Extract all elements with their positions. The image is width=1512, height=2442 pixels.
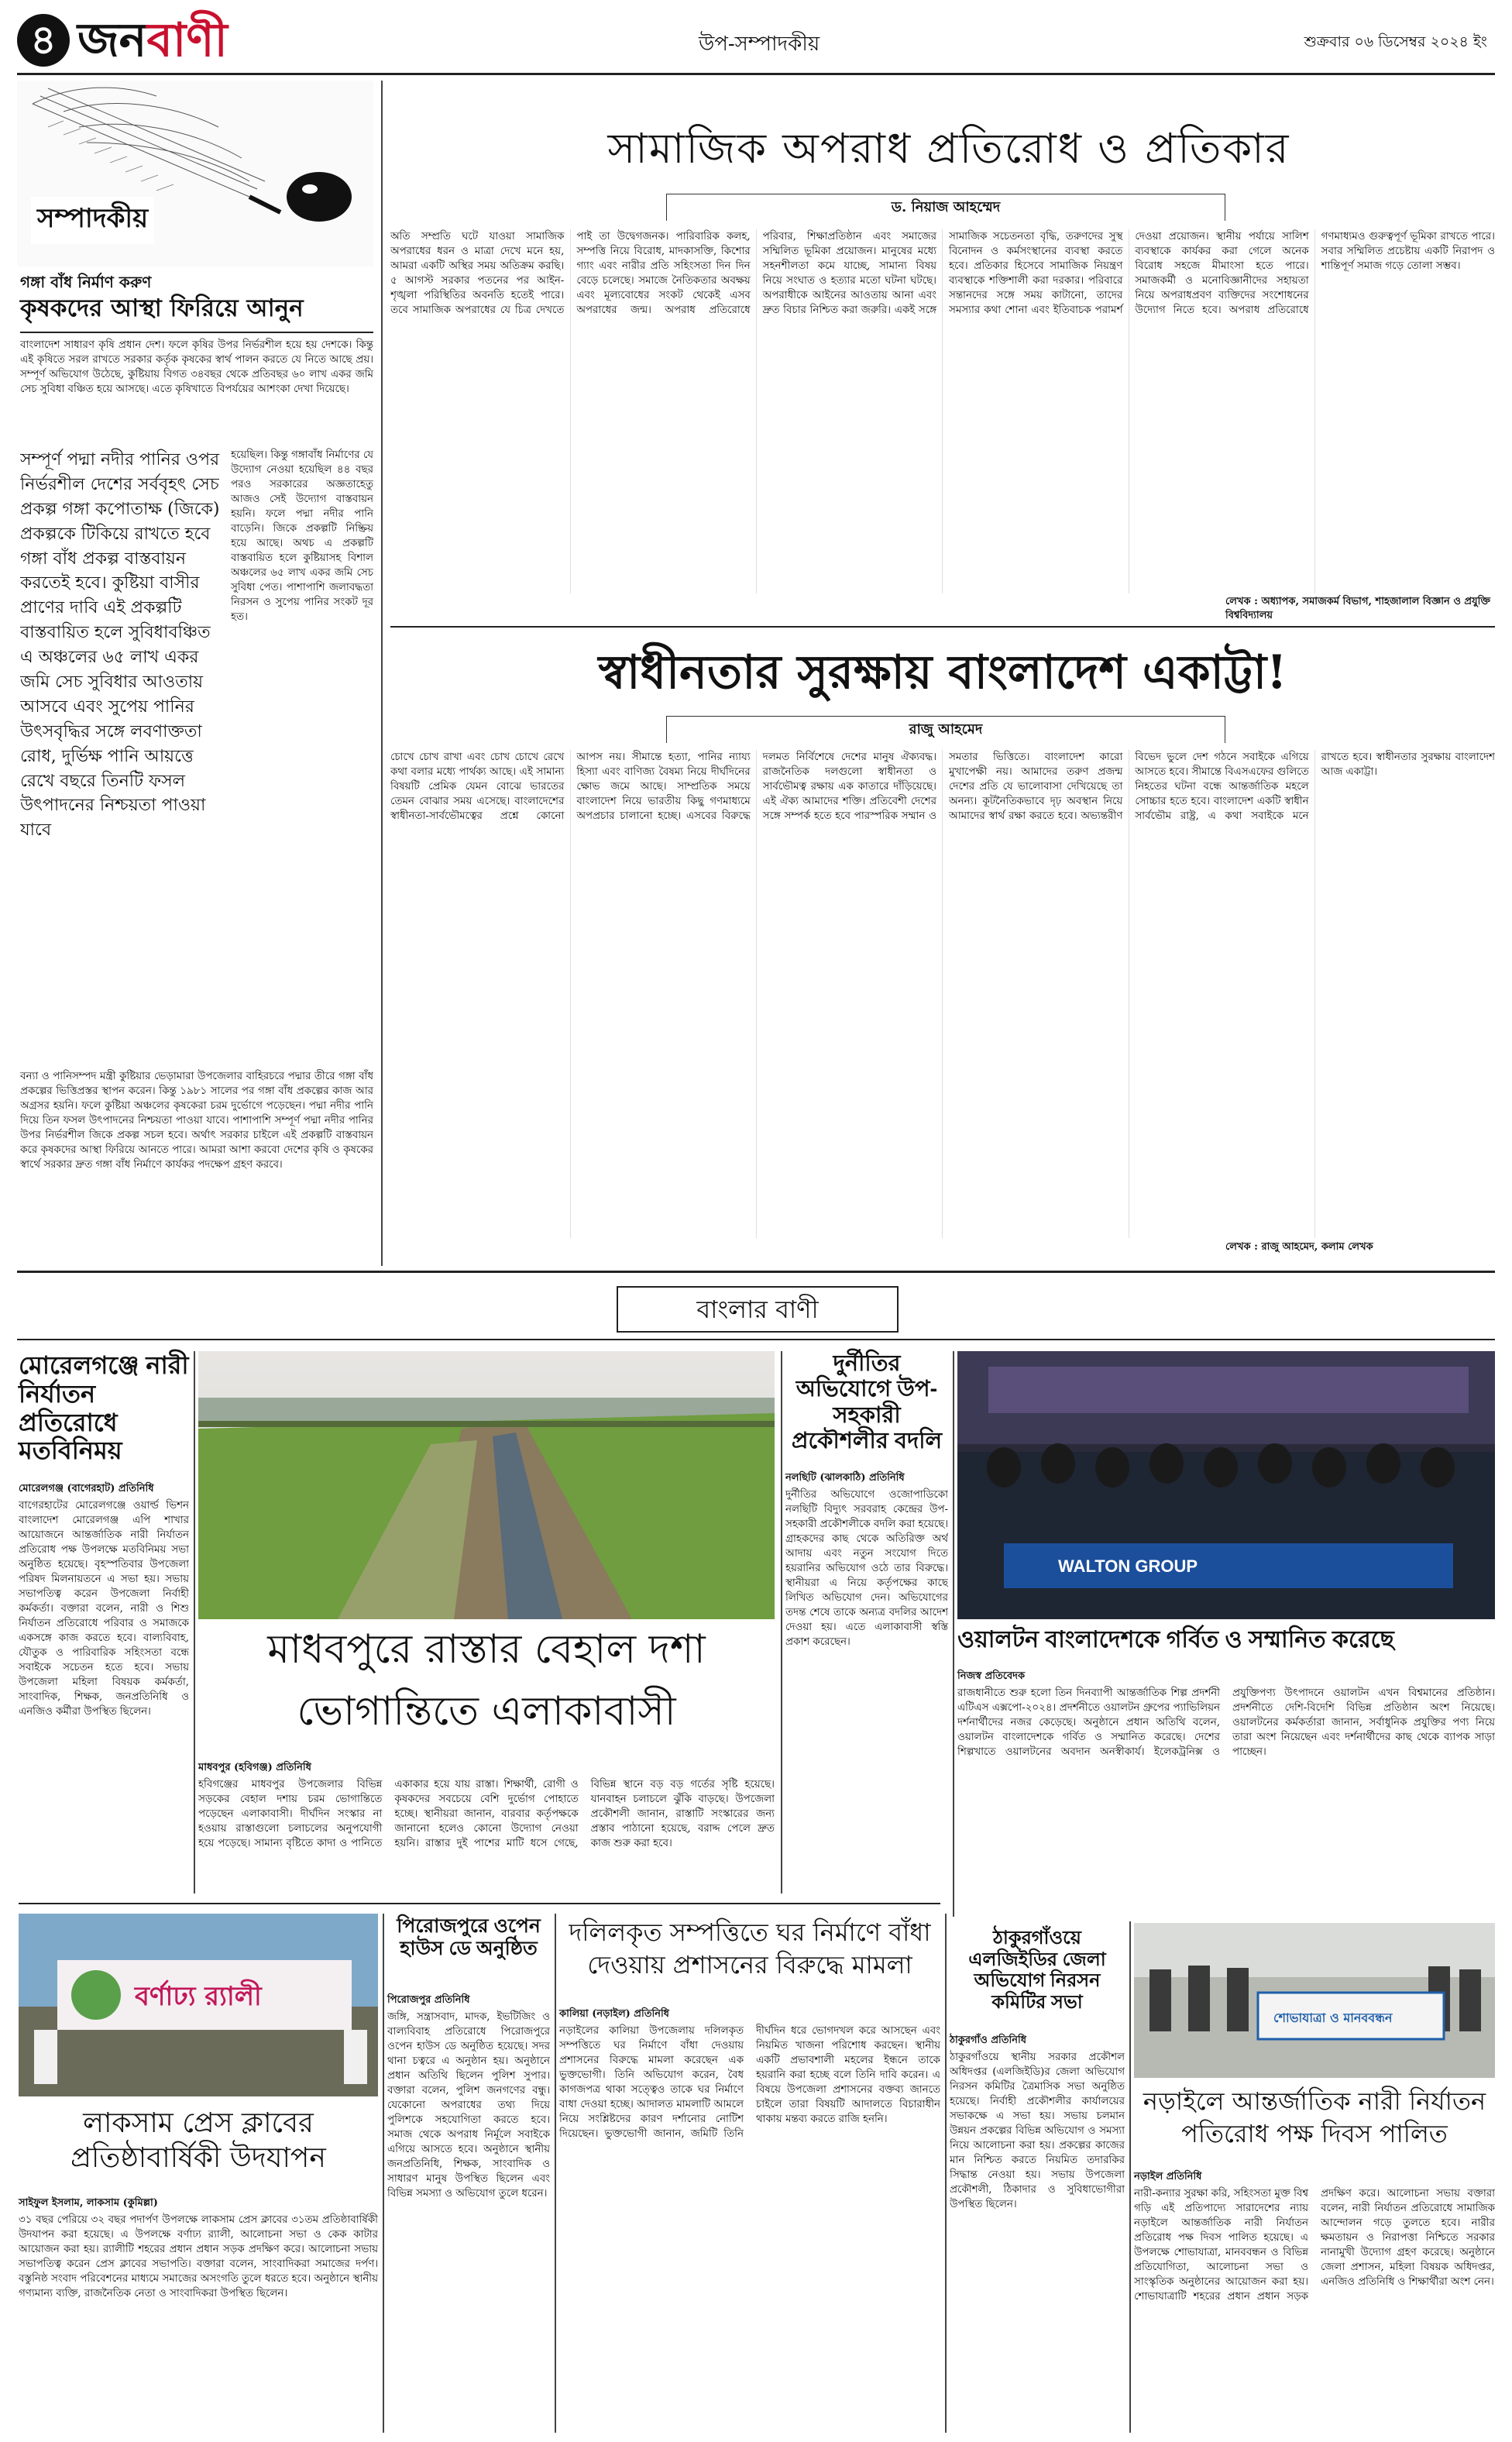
madhabpur-body: হবিগঞ্জের মাধবপুর উপজেলার বিভিন্ন সড়কের বেহাল দশায় চরম ভোগান্তিতে পড়েছেন এলাকাবাসী। দীর্ঘদিন সংস্কার না হওয়ায় রাস্তাগুলো চলাচলের অনুপযোগী হয়ে পড়েছে। সামান্য বৃষ্টিতে কাদা ও পানিতে একাকার হয়ে যায় রাস্তা। শিক্ষার্থী, রোগী ও কৃষকদের সবচেয়ে বেশি দুর্ভোগ পোহাতে হচ্ছে। স্থানীয়রা জানান, বারবার কর্তৃপক্ষকে জানানো হলেও কোনো উদ্যোগ নেওয়া হয়নি। রাস্তার দুই পাশের মাটি ধসে গেছে, বিভিন্ন স্থানে বড় বড় গর্তের সৃষ্টি হয়েছে। যানবাহন চলাচলে ঝুঁকি বাড়ছে। উপজেলা প্রকৌশলী জানান, রাস্তাটি সংস্কারের জন্য প্রস্তাব পাঠানো হয়েছে, বরাদ্দ পেলে দ্রুত কাজ শুরু করা হবে।: [198, 1779, 775, 1850]
news-divider-5: [555, 1914, 556, 2433]
editorial-right-column: হয়েছিল। কিন্তু গঙ্গাবাঁধ নির্মাণের যে উদ্যোগ নেওয়া হয়েছিল ৪৪ বছর পরও সরকারের অজ্ঞতাহেতু আজও সেই উদ্যোগ বাস্তবায়ন হয়নি। ফলে পদ্মা নদীর পানি বাড়েনি। জিকে প্রকল্পটি নিষ্ক্রিয় হয়ে আছে। অথচ এ প্রকল্পটি বাস্তবায়িত হলে কুষ্টিয়াসহ বিশাল অঞ্চলের ৬৫ লাখ একর জমি সেচ সুবিধা পেত। পাশাপাশি জলাবদ্ধতা নিরসন ও সুপেয় পানির সংকট দূর হত।: [231, 449, 373, 624]
article1-title: সামাজিক অপরাধ প্রতিরোধ ও প্রতিকার: [607, 124, 1290, 173]
editorial-title: কৃষকদের আস্থা ফিরিয়ে আনুন: [20, 294, 304, 322]
article2-byline: রাজু আহমেদ: [909, 721, 983, 738]
thakurgaon-title: ঠাকুরগাঁওয়ে এলজিইডির জেলা অভিযোগ নিরসন কমিটির সভা: [968, 1928, 1106, 2013]
editorial-lead: বাংলাদেশ সাধারণ কৃষি প্রধান দেশ। ফলে কৃষির উপর নির্ভরশীল হয়ে হয় দেশকে। কিন্তু এই কৃষিতে সরল রাখতে সরকার কর্তৃক কৃষকের স্বার্থ পালন করতে যে নিতে আছে প্রয়। সম্পূর্ণ অভিযোগ উঠেছে, কুষ্টিয়ায় বিগত ৩৪বছর থেকে প্রতিবছর ৬০ লাখ একর জমি সেচ সুবিধা বঞ্চিত হয়ে আসছে। এতে কৃষিখাতে বিপর্যয়ের আশংকা দেখা দিয়েছে।: [20, 339, 373, 396]
laksam-byline: সাইফুল ইসলাম, লাকসাম (কুমিল্লা): [19, 2197, 158, 2209]
editorial-title-rule: [20, 332, 373, 333]
section-band-label: বাংলার বাণী: [696, 1295, 819, 1324]
editorial-body: বন্যা ও পানিসম্পদ মন্ত্রী কুষ্টিয়ার ভেড়ামারা উপজেলার বাহিরচরে পদ্মার তীরে গঙ্গা বাঁধ প্রকল্পের ভিত্তিপ্রস্তর স্থাপন করেন। কিন্তু ১৯৮১ সালের পর গঙ্গা বাঁধ প্রকল্পের কাজ আর অগ্রসর হয়নি। ফলে কুষ্টিয়া অঞ্চলের কৃষকেরা চরম দুর্ভোগে পড়েছেন। পদ্মা নদীর পানি দিয়ে তিন ফসল উৎপাদনের নিশ্চয়তা পাওয়া যাবে। পাশাপাশি সম্পূর্ণ পদ্মা নদীর পানির উপর নির্ভরশীল জিকে প্রকল্প সচল হবে। অর্থাৎ সরকার চাইলে এই প্রকল্পটি বাস্তবায়ন করে কৃষকদের আস্থা ফিরিয়ে আনতে পারে। আমরা আশা করবো দেশের কৃষি ও কৃষকের স্বার্থে সরকার দ্রুত গঙ্গা বাঁধ নির্মাণে কার্যকর পদক্ষেপ গ্রহণ করবে।: [20, 1071, 373, 1171]
kalia-body: নড়াইলের কালিয়া উপজেলায় দলিলকৃত সম্পত্তিতে ঘর নির্মাণে বাঁধা দেওয়ায় প্রশাসনের বিরুদ্ধে মামলা করেছেন এক ভুক্তভোগী। তিনি অভিযোগ করেন, বৈধ কাগজপত্র থাকা সত্ত্বেও তাকে ঘর নির্মাণে বাধা দেওয়া হচ্ছে। আদালত মামলাটি আমলে নিয়ে সংশ্লিষ্টদের কারণ দর্শানোর নোটিশ দিয়েছেন। ভুক্তভোগী জানান, জমিটি তিনি দীর্ঘদিন ধরে ভোগদখল করে আসছেন এবং নিয়মিত খাজনা পরিশোধ করছেন। স্থানীয় একটি প্রভাবশালী মহলের ইন্ধনে তাকে হয়রানি করা হচ্ছে বলে তিনি দাবি করেন। এ বিষয়ে উপজেলা প্রশাসনের বক্তব্য জানতে চাইলে তারা বিষয়টি আদালতে বিচারাধীন থাকায় মন্তব্য করতে রাজি হননি।: [559, 2025, 940, 2141]
news-row2-rule: [19, 1903, 940, 1904]
kalia-byline: কালিয়া (নড়াইল) প্রতিনিধি: [559, 2008, 669, 2020]
pirojpur-byline: পিরোজপুর প্রতিনিধি: [387, 1994, 470, 2006]
news-divider-2: [781, 1351, 782, 1893]
editorial-label: সম্পাদকীয়: [31, 197, 154, 244]
page-number: ৪: [30, 17, 57, 64]
narail-byline: নড়াইল প্রতিনিধি: [1134, 2171, 1202, 2182]
section-band-top-rule: [17, 1271, 1495, 1273]
news-divider-6: [945, 1914, 947, 2433]
news-divider-3: [953, 1351, 954, 1917]
editorial-quote: [20, 448, 222, 1083]
walton-title: ওয়ালটন বাংলাদেশকে গর্বিত ও সম্মানিত করেছে: [957, 1627, 1394, 1653]
section-band-box: [617, 1286, 899, 1333]
article2-title: স্বাধীনতার সুরক্ষায় বাংলাদেশ একাট্টা!: [598, 645, 1287, 700]
thakurgaon-body: ঠাকুরগাঁওয়ে স্থানীয় সরকার প্রকৌশল অধিদপ্তর (এলজিইডি)র জেলা অভিযোগ নিরসন কমিটির ত্রৈমাসিক সভা অনুষ্ঠিত হয়েছে। নির্বাহী প্রকৌশলীর কার্যালয়ের সভাকক্ষে এ সভা হয়। সভায় চলমান উন্নয়ন প্রকল্পের বিভিন্ন অভিযোগ ও সমস্যা নিয়ে আলোচনা করা হয়। প্রকল্পের কাজের মান নিশ্চিত করতে নিয়মিত তদারকির সিদ্ধান্ত নেওয়া হয়। সভায় উপজেলা প্রকৌশলী, ঠিকাদার ও সুবিধাভোগীরা উপস্থিত ছিলেন।: [950, 2052, 1125, 2211]
thakurgaon-byline: ঠাকুরগাঁও প্রতিনিধি: [950, 2034, 1027, 2046]
editorial-illustration: [17, 81, 373, 267]
walton-body: রাজধানীতে শুরু হলো তিন দিনব্যাপী আন্তর্জাতিক শিল্প প্রদর্শনী এটিএস এক্সপো-২০২৪। প্রদর্শনীতে ওয়ালটন গ্রুপের প্যাভিলিয়ন দর্শনার্থীদের নজর কেড়েছে। অনুষ্ঠানে প্রধান অতিথি বলেন, ওয়ালটন বাংলাদেশকে গর্বিত ও সম্মানিত করেছে। দেশের শিল্পখাতে ওয়ালটনের অবদান অনস্বীকার্য। ইলেকট্রনিক্স ও প্রযুক্তিপণ্য উৎপাদনে ওয়ালটন এখন বিশ্বমানের প্রতিষ্ঠান। প্রদর্শনীতে দেশি-বিদেশি বিভিন্ন প্রতিষ্ঠান অংশ নিয়েছে। ওয়ালটনের কর্মকর্তারা জানান, সর্বাধুনিক প্রযুক্তির পণ্য নিয়ে তারা অংশ নিয়েছেন এবং দর্শনার্থীদের কাছ থেকে ব্যাপক সাড়া পাচ্ছেন।: [957, 1687, 1495, 1759]
madhabpur-title-line1: মাধবপুরে রাস্তার বেহাল দশা: [267, 1626, 706, 1673]
kalia-title: দলিলকৃত সম্পত্তিতে ঘর নির্মাণে বাঁধা দেওয়ায় প্রশাসনের বিরুদ্ধে মামলা: [569, 1917, 931, 1979]
corruption-title: দুর্নীতির অভিযোগে উপ-সহকারী প্রকৌশলীর বদলি: [791, 1351, 943, 1454]
laksam-banner-text: বর্ণাঢ্য র‍্যালী: [135, 1981, 262, 2012]
morelganj-body: বাগেরহাটের মোরেলগঞ্জে ওয়ার্ল্ড ভিশন বাংলাদেশ মোরেলগঞ্জ এপি শাখার আয়োজনে আন্তর্জাতিক নারী নির্যাতন প্রতিরোধ পক্ষ উপলক্ষে মতবিনিময় সভা অনুষ্ঠিত হয়েছে। বৃহস্পতিবার উপজেলা পরিষদ মিলনায়তনে এ সভা হয়। সভায় সভাপতিত্ব করেন উপজেলা নির্বাহী কর্মকর্তা। বক্তারা বলেন, নারী ও শিশু নির্যাতন প্রতিরোধে পরিবার ও সমাজকে একসঙ্গে কাজ করতে হবে। বাল্যবিবাহ, যৌতুক ও পারিবারিক সহিংসতা বন্ধে সবাইকে সচেতন হতে হবে। সভায় উপজেলা মহিলা বিষয়ক কর্মকর্তা, সাংবাদিক, শিক্ষক, জনপ্রতিনিধি ও এনজিও কর্মীরা উপস্থিত ছিলেন।: [19, 1500, 189, 1718]
laksam-title: লাকসাম প্রেস ক্লাবের প্রতিষ্ঠাবার্ষিকী উদযাপন: [70, 2107, 326, 2174]
news-divider-1: [194, 1351, 195, 1893]
article-separator: [390, 626, 1495, 628]
article2-body: চোখে চোখ রাখা এবং চোখ চোখে রেখে কথা বলার মধ্যে পার্থক্য আছে। এই সামান্য বিষয়টি প্রেমিক যেমন বোঝে ভারতের তেমন বোঝার সময় এসেছে। বাংলাদেশের স্বাধীনতা-সার্বভৌমত্বের প্রশ্নে কোনো আপস নয়। সীমান্তে হত্যা, পানির ন্যায্য হিস্যা এবং বাণিজ্য বৈষম্য নিয়ে দীর্ঘদিনের ক্ষোভ জমে আছে। সাম্প্রতিক সময়ে বাংলাদেশ নিয়ে ভারতীয় কিছু গণমাধ্যমে অপপ্রচার চালানো হচ্ছে। এসবের বিরুদ্ধে দলমত নির্বিশেষে দেশের মানুষ ঐক্যবদ্ধ। রাজনৈতিক দলগুলো স্বাধীনতা ও সার্বভৌমত্ব রক্ষায় এক কাতারে দাঁড়িয়েছে। এই ঐক্য আমাদের শক্তি। প্রতিবেশী দেশের সঙ্গে সম্পর্ক হতে হবে পারস্পরিক সম্মান ও সমতার ভিত্তিতে। বাংলাদেশ কারো মুখাপেক্ষী নয়। আমাদের তরুণ প্রজন্ম দেশের প্রতি যে ভালোবাসা দেখিয়েছে তা অনন্য। কূটনৈতিকভাবে দৃঢ় অবস্থান নিয়ে আমাদের স্বার্থ রক্ষা করতে হবে। অভ্যন্তরীণ বিভেদ ভুলে দেশ গঠনে সবাইকে এগিয়ে আসতে হবে। সীমান্তে বিএসএফের গুলিতে নিহতের ঘটনা বন্ধে আন্তর্জাতিক মহলে সোচ্চার হতে হবে। বাংলাদেশ একটি স্বাধীন সার্বভৌম রাষ্ট্র, এ কথা সবাইকে মনে রাখতে হবে। স্বাধীনতার সুরক্ষায় বাংলাদেশ আজ একাট্টা।: [390, 752, 1495, 823]
editorial-divider: [381, 81, 383, 1266]
walton-banner-text: WALTON GROUP: [1058, 1556, 1198, 1576]
corruption-body: দুর্নীতির অভিযোগে ওজোপাডিকো নলছিটি বিদ্যুৎ সরবরাহ কেন্দ্রের উপ-সহকারী প্রকৌশলীকে বদলি করা হয়েছে। গ্রাহকদের কাছ থেকে অতিরিক্ত অর্থ আদায় এবং নতুন সংযোগ দিতে হয়রানির অভিযোগ ওঠে তার বিরুদ্ধে। স্থানীয়রা এ নিয়ে কর্তৃপক্ষের কাছে লিখিত অভিযোগ দেন। অভিযোগের তদন্ত শেষে তাকে অন্যত্র বদলির আদেশ দেওয়া হয়। এতে এলাকাবাসী স্বস্তি প্রকাশ করেছেন।: [785, 1489, 948, 1649]
madhabpur-road-photo: [198, 1351, 775, 1619]
pirojpur-title: পিরোজপুরে ওপেন হাউস ডে অনুষ্ঠিত: [397, 1915, 541, 1959]
masthead: [17, 11, 1495, 70]
laksam-body: ৩১ বছর পেরিয়ে ৩২ বছর পদার্পণ উপলক্ষে লাকসাম প্রেস ক্লাবের ৩১তম প্রতিষ্ঠাবার্ষিকী উদযাপন করা হয়েছে। এ উপলক্ষে বর্ণাঢ্য র‍্যালী, আলোচনা সভা ও কেক কাটার আয়োজন করা হয়। র‍্যালীটি শহরের প্রধান প্রধান সড়ক প্রদক্ষিণ করে। আলোচনা সভায় সভাপতিত্ব করেন প্রেস ক্লাবের সভাপতি। বক্তারা বলেন, সাংবাদিকরা সমাজের দর্পণ। বস্তুনিষ্ঠ সংবাদ পরিবেশনের মাধ্যমে সমাজের অসংগতি তুলে ধরতে হবে। অনুষ্ঠানে স্থানীয় গণ্যমান্য ব্যক্তি, রাজনৈতিক নেতা ও সাংবাদিকরা উপস্থিত ছিলেন।: [19, 2214, 378, 2300]
paper-name-right: বাণী: [146, 13, 228, 67]
laksam-rally-photo: [19, 1914, 378, 2096]
walton-byline: নিজস্ব প্রতিবেদক: [957, 1670, 1026, 1682]
madhabpur-byline: মাধবপুর (হবিগঞ্জ) প্রতিনিধি: [198, 1762, 311, 1773]
editorial-quote-text: সম্পূর্ণ পদ্মা নদীর পানির ওপর নির্ভরশীল দেশের সর্ববৃহৎ সেচ প্রকল্প গঙ্গা কপোতাক্ষ (জিকে) প্রকল্পকে টিকিয়ে রাখতে হবে গঙ্গা বাঁধ প্রকল্প বাস্তবায়ন করতেই হবে। কুষ্টিয়া বাসীর প্রাণের দাবি এই প্রকল্পটি বাস্তবায়িত হলে সুবিধাবঞ্চিত এ অঞ্চলের ৬৫ লাখ একর জমি সেচ সুবিধার আওতায় আসবে এবং সুপেয় পানির উৎসবৃদ্ধির সঙ্গে লবণাক্ততা রোধ, দুর্ভিক্ষ পানি আয়ত্তে রেখে বছরে তিনটি ফসল উৎপাদনের নিশ্চয়তা পাওয়া যাবে: [20, 450, 220, 841]
editorial-headline: গঙ্গা বাঁধ নির্মাণ করুণ: [20, 273, 152, 291]
issue-date: শুক্রবার ০৬ ডিসেম্বর ২০২৪ ইং: [1304, 33, 1487, 50]
article2-byline-box: [666, 716, 1225, 743]
section-title: উপ-সম্পাদকীয়: [699, 33, 820, 56]
walton-event-photo: [957, 1351, 1495, 1619]
paper-name: [77, 11, 228, 70]
article2-author-note: লেখক : রাজু আহমেদ, কলাম লেখক: [1225, 1241, 1373, 1253]
madhabpur-title-line2: ভোগান্তিতে এলাকাবাসী: [297, 1688, 676, 1735]
page-number-badge: [17, 14, 70, 67]
section-band-bottom-rule: [17, 1339, 1495, 1340]
masthead-rule: [17, 73, 1495, 75]
narail-body: নারী-কন্যার সুরক্ষা করি, সহিংসতা মুক্ত বিশ্ব গড়ি এই প্রতিপাদ্যে সারাদেশের ন্যায় নড়াইলে আন্তর্জাতিক নারী নির্যাতন প্রতিরোধ পক্ষ দিবস পালিত হয়েছে। এ উপলক্ষে শোভাযাত্রা, মানববন্ধন ও বিভিন্ন প্রতিযোগিতা, আলোচনা সভা ও সাংস্কৃতিক অনুষ্ঠানের আয়োজন করা হয়। শোভাযাত্রাটি শহরের প্রধান প্রধান সড়ক প্রদক্ষিণ করে। আলোচনা সভায় বক্তারা বলেন, নারী নির্যাতন প্রতিরোধে সামাজিক আন্দোলন গড়ে তুলতে হবে। নারীর ক্ষমতায়ন ও নিরাপত্তা নিশ্চিতে সরকার নানামুখী উদ্যোগ গ্রহণ করেছে। অনুষ্ঠানে জেলা প্রশাসন, মহিলা বিষয়ক অধিদপ্তর, এনজিও প্রতিনিধি ও শিক্ষার্থীরা অংশ নেন।: [1134, 2188, 1495, 2303]
paper-name-left: জন: [77, 13, 147, 67]
article1-author-note: লেখক : অধ্যাপক, সমাজকর্ম বিভাগ, শাহজালাল বিজ্ঞান ও প্রযুক্তি বিশ্ববিদ্যালয়: [1225, 596, 1490, 622]
corruption-byline: নলছিটি (ঝালকাঠি) প্রতিনিধি: [785, 1472, 905, 1484]
narail-rally-photo: [1134, 1923, 1495, 2078]
news-divider-7: [1129, 1921, 1131, 2433]
news-divider-4: [383, 1914, 384, 2433]
narail-title: নড়াইলে আন্তর্জাতিক নারী নির্যাতন পতিরোধ পক্ষ দিবস পালিত: [1143, 2086, 1486, 2148]
article1-body: অতি সম্প্রতি ঘটে যাওয়া সামাজিক অপরাধের ধরন ও মাত্রা দেখে মনে হয়, আমরা একটি অস্থির সময় অতিক্রম করছি। ৫ আগস্ট সরকার পতনের পর আইন-শৃঙ্খলা পরিস্থিতির অবনতি হতেই পারে। তবে সামাজিক অপরাধের যে চিত্র দেখতে পাই তা উদ্বেগজনক। পারিবারিক কলহ, সম্পত্তি নিয়ে বিরোধ, মাদকাসক্তি, কিশোর গ্যাং এবং নারীর প্রতি সহিংসতা দিন দিন বেড়ে চলেছে। সমাজে নৈতিকতার অবক্ষয় এবং মূল্যবোধের সংকট থেকেই এসব অপরাধের জন্ম। অপরাধ প্রতিরোধে পরিবার, শিক্ষাপ্রতিষ্ঠান এবং সমাজের সম্মিলিত ভূমিকা প্রয়োজন। মানুষের মধ্যে সহনশীলতা কমে যাচ্ছে, সামান্য বিষয় নিয়ে সংঘাত ও হত্যার মতো ঘটনা ঘটছে। অপরাধীকে আইনের আওতায় আনা এবং দ্রুত বিচার নিশ্চিত করা জরুরি। একই সঙ্গে সামাজিক সচেতনতা বৃদ্ধি, তরুণদের সুস্থ বিনোদন ও কর্মসংস্থানের ব্যবস্থা করতে হবে। প্রতিকার হিসেবে সামাজিক নিয়ন্ত্রণ ব্যবস্থাকে শক্তিশালী করা দরকার। পরিবারে সন্তানদের সঙ্গে সময় কাটানো, তাদের সমস্যার কথা শোনা এবং ইতিবাচক পরামর্শ দেওয়া প্রয়োজন। স্থানীয় পর্যায়ে সালিশ ব্যবস্থাকে কার্যকর করা গেলে অনেক বিরোধ সহজে মীমাংসা হতে পারে। সমাজকর্মী ও মনোবিজ্ঞানীদের সহায়তা নিয়ে অপরাধপ্রবণ ব্যক্তিদের সংশোধনের উদ্যোগ নিতে হবে। অপরাধ প্রতিরোধে গণমাধ্যমও গুরুত্বপূর্ণ ভূমিকা রাখতে পারে। সবার সম্মিলিত প্রচেষ্টায় একটি নিরাপদ ও শান্তিপূর্ণ সমাজ গড়ে তোলা সম্ভব।: [390, 231, 1495, 317]
article1-byline: ড. নিয়াজ আহম্মেদ: [891, 199, 1001, 215]
morelganj-byline: মোরেলগঞ্জ (বাগেরহাট) প্রতিনিধি: [19, 1483, 154, 1494]
morelganj-title: মোরেলগঞ্জে নারী নির্যাতন প্রতিরোধে মতবিনিময়: [19, 1351, 189, 1465]
article1-byline-box: [666, 194, 1225, 221]
narail-banner-text: শোভাযাত্রা ও মানববন্ধন: [1273, 2010, 1393, 2025]
pirojpur-body: জঙ্গি, সন্ত্রাসবাদ, মাদক, ইভটিজিং ও বাল্যবিবাহ প্রতিরোধে পিরোজপুরে ওপেন হাউস ডে অনুষ্ঠিত হয়েছে। সদর থানা চত্বরে এ অনুষ্ঠান হয়। অনুষ্ঠানে প্রধান অতিথি ছিলেন পুলিশ সুপার। বক্তারা বলেন, পুলিশ জনগণের বন্ধু। যেকোনো অপরাধের তথ্য দিয়ে পুলিশকে সহযোগিতা করতে হবে। সমাজ থেকে অপরাধ নির্মূলে সবাইকে এগিয়ে আসতে হবে। অনুষ্ঠানে স্থানীয় জনপ্রতিনিধি, শিক্ষক, সাংবাদিক ও সাধারণ মানুষ উপস্থিত ছিলেন এবং বিভিন্ন সমস্যা ও অভিযোগ তুলে ধরেন।: [387, 2011, 550, 2200]
